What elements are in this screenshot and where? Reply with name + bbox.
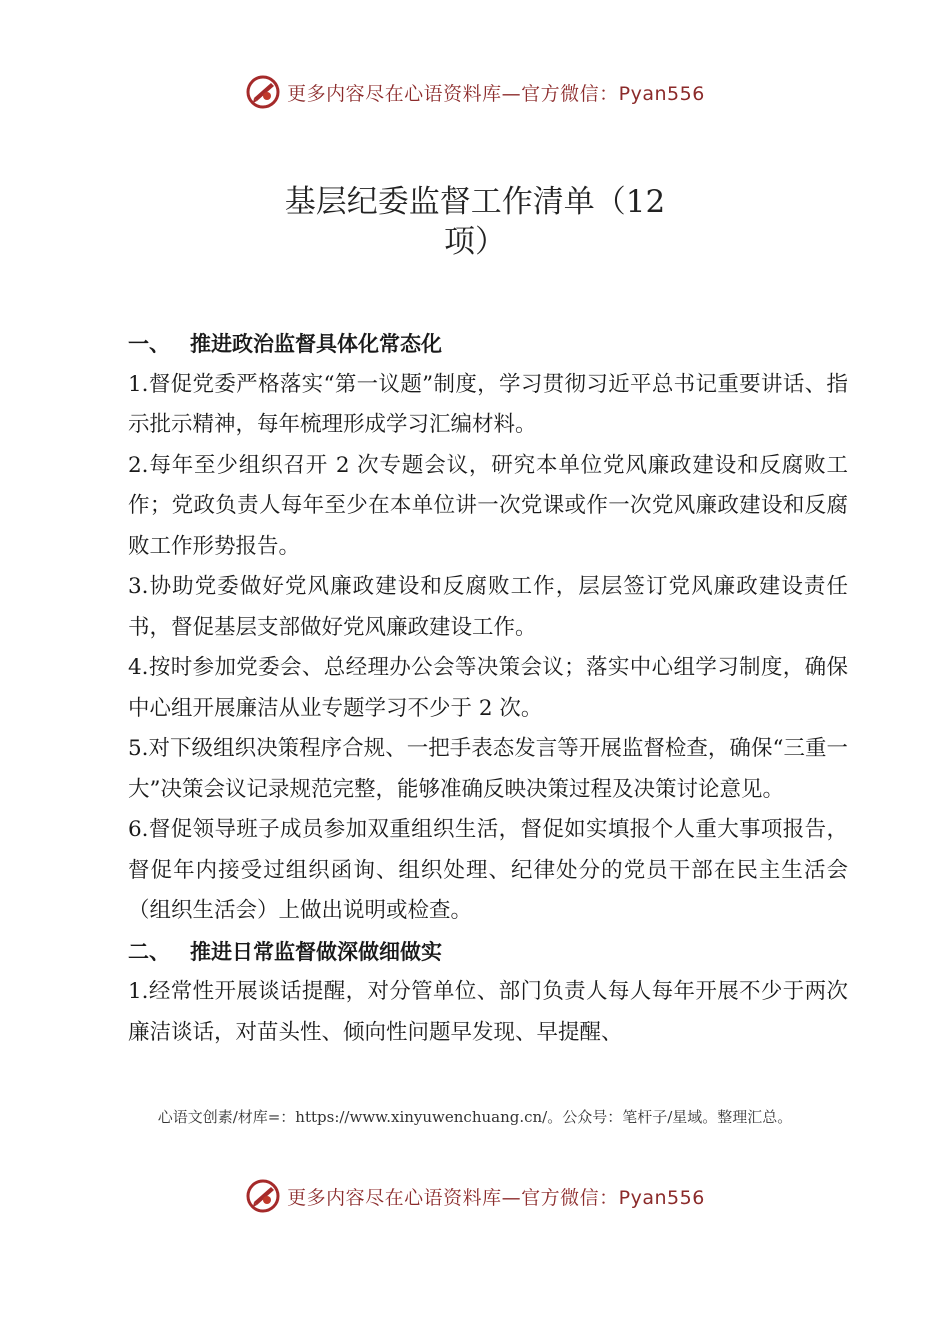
list-item: 3.协助党委做好党风廉政建设和反腐败工作，层层签订党风廉政建设责任书，督促基层支部做好党风廉政建设工作。 <box>128 574 848 640</box>
banner-text: 更多内容尽在心语资料库—官方微信：Pyan556 <box>287 1186 705 1209</box>
title-line-1: 基层纪委监督工作清单（12 <box>284 184 666 220</box>
banner-text: 更多内容尽在心语资料库—官方微信：Pyan556 <box>287 82 705 105</box>
list-item: 4.按时参加党委会、总经理办公会等决策会议；落实中心组学习制度，确保中心组开展廉洁从业专题学习不少于 2 次。 <box>128 655 848 721</box>
list-item: 1.督促党委严格落实“第一议题”制度，学习贯彻习近平总书记重要讲话、指示批示精神，每年梳理形成学习汇编材料。 <box>128 371 848 437</box>
document-body <box>128 324 848 1053</box>
section-heading-text: 推进日常监督做深做细做实 <box>190 939 442 964</box>
section-heading-2 <box>128 932 848 973</box>
list-item: 1.经常性开展谈话提醒，对分管单位、部门负责人每人每年开展不少于两次廉洁谈话，对苗头性、倾向性问题早发现、早提醒、 <box>128 979 848 1045</box>
section-number: 二、 <box>128 939 170 964</box>
list-item: 2.每年至少组织召开 2 次专题会议，研究本单位党风廉政建设和反腐败工作；党政负责人每年至少在本单位讲一次党课或作一次党风廉政建设和反腐败工作形势报告。 <box>128 452 848 559</box>
footer-source-note: 心语文创素/材库=：https://www.xinyuwenchuang.cn/。公众号：笔杆子/星域。整理汇总。 <box>157 1108 793 1126</box>
bottom-watermark-banner <box>0 1176 950 1216</box>
section-number: 一、 <box>128 332 170 356</box>
document-title <box>0 182 950 262</box>
writing-hand-logo-icon <box>245 1178 281 1214</box>
section-heading-1 <box>128 324 848 365</box>
title-line-2: 项） <box>444 224 506 260</box>
top-watermark-banner <box>0 72 950 112</box>
list-item: 6.督促领导班子成员参加双重组织生活，督促如实填报个人重大事项报告，督促年内接受过组织函询、组织处理、纪律处分的党员干部在民主生活会（组织生活会）上做出说明或检查。 <box>128 817 848 923</box>
section-heading-text: 推进政治监督具体化常态化 <box>190 332 442 356</box>
writing-hand-logo-icon <box>245 74 281 110</box>
list-item: 5.对下级组织决策程序合规、一把手表态发言等开展监督检查，确保“三重一大”决策会议记录规范完整，能够准确反映决策过程及决策讨论意见。 <box>128 736 848 802</box>
